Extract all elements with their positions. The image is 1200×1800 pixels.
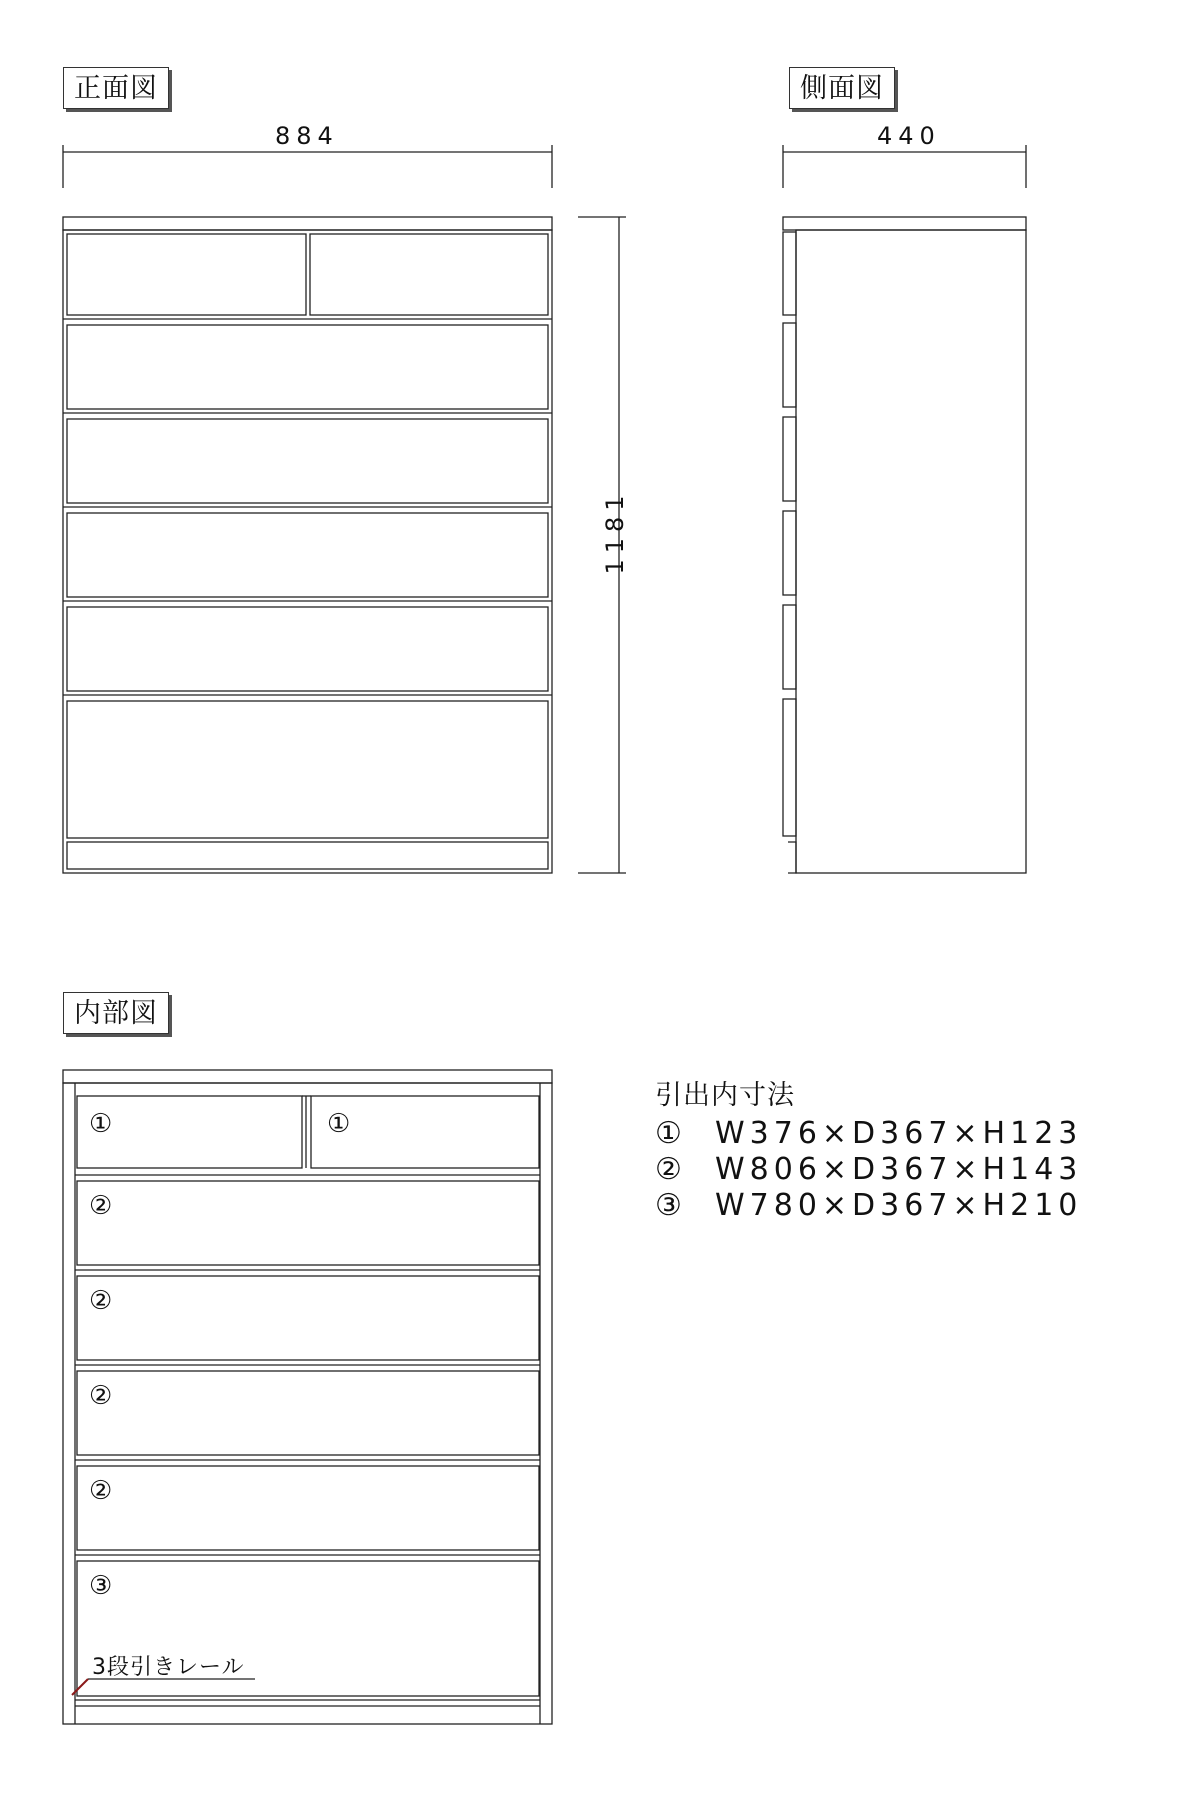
side-view-drawing — [783, 145, 1026, 873]
side-drawer-front — [783, 232, 796, 315]
interior-drawer-box — [77, 1466, 539, 1550]
interior-view-title: 内部図 — [63, 992, 169, 1034]
side-drawer-front — [783, 699, 796, 836]
front-plinth — [67, 842, 548, 869]
drawer-marker: ③ — [89, 1571, 113, 1601]
drawer-marker: ① — [327, 1109, 351, 1139]
front-width-dimension: 884 — [275, 122, 339, 150]
interior-top-board — [63, 1070, 552, 1083]
front-drawer — [67, 513, 548, 597]
drawer-marker: ② — [89, 1476, 113, 1506]
interior-view-drawing — [63, 1070, 552, 1724]
spec-marker: ③ — [655, 1188, 682, 1223]
spec-value: W376×D367×H123 — [715, 1116, 1083, 1151]
spec-marker: ① — [655, 1116, 682, 1151]
drawer-marker: ② — [89, 1381, 113, 1411]
side-drawer-front — [783, 323, 796, 407]
drawer-marker: ② — [89, 1286, 113, 1316]
interior-drawer-box — [77, 1371, 539, 1455]
side-depth-dimension: 440 — [877, 122, 941, 150]
drawer-marker: ② — [89, 1191, 113, 1221]
spec-row — [655, 1188, 1082, 1224]
side-top-board — [783, 217, 1026, 230]
side-drawer-front — [783, 511, 796, 595]
spec-row — [655, 1152, 1082, 1188]
spec-title: 引出内寸法 — [655, 1080, 795, 1111]
front-drawer — [67, 234, 306, 315]
front-drawer-large — [67, 701, 548, 838]
front-carcass — [63, 230, 552, 873]
front-view-title: 正面図 — [63, 67, 169, 109]
side-drawer-front — [783, 417, 796, 501]
interior-drawer-box — [77, 1276, 539, 1360]
spec-marker: ② — [655, 1152, 682, 1187]
spec-value: W780×D367×H210 — [715, 1188, 1083, 1223]
front-height-dimension: 1181 — [601, 489, 629, 575]
spec-value: W806×D367×H143 — [715, 1152, 1083, 1187]
front-drawer — [67, 607, 548, 691]
front-view-drawing — [63, 145, 626, 873]
side-plinth-step — [788, 842, 796, 873]
drawer-marker: ① — [89, 1109, 113, 1139]
side-drawer-front — [783, 605, 796, 689]
side-view-title: 側面図 — [789, 67, 895, 109]
drawer-spec-list — [655, 1078, 1082, 1224]
interior-drawer-box — [77, 1181, 539, 1265]
front-drawer — [310, 234, 548, 315]
spec-row — [655, 1116, 1082, 1152]
front-drawer — [67, 325, 548, 409]
rail-label: 3段引きレール — [92, 1655, 245, 1680]
front-drawer — [67, 419, 548, 503]
interior-carcass — [63, 1083, 552, 1724]
front-top-board — [63, 217, 552, 230]
side-panel — [796, 230, 1026, 873]
